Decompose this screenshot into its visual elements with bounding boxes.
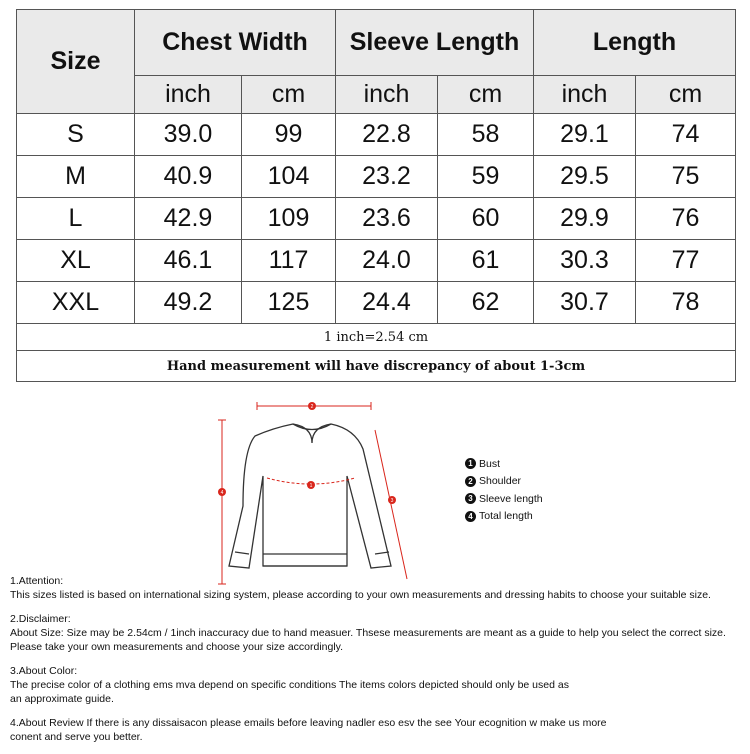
unit-header: inch [336, 76, 438, 114]
number-badge-icon: 1 [465, 458, 476, 469]
table-cell: 49.2 [135, 282, 242, 324]
attention-note [10, 574, 745, 602]
disclaimer-title: 2.Disclaimer: [10, 613, 71, 625]
color-text: an approximate guide. [10, 693, 114, 705]
table-cell: 23.2 [336, 156, 438, 198]
color-title: 3.About Color: [10, 665, 78, 677]
size-cell: L [17, 198, 135, 240]
table-cell: 30.3 [534, 240, 636, 282]
disclaimer-text: About Size: Size may be 2.54cm / 1inch inaccuracy due to hand measuer. Thsese measurements are meant as a guide to help you select the correct size. [10, 627, 726, 639]
unit-header: inch [534, 76, 636, 114]
legend-item [465, 455, 543, 473]
legend-item [465, 473, 543, 491]
table-cell: 75 [636, 156, 736, 198]
svg-text:2: 2 [310, 404, 314, 410]
table-cell: 46.1 [135, 240, 242, 282]
number-badge-icon: 3 [465, 493, 476, 504]
review-text: conent and serve you better. [10, 731, 143, 743]
table-cell: 29.1 [534, 114, 636, 156]
size-header: Size [17, 10, 135, 114]
table-cell: 76 [636, 198, 736, 240]
chest-width-header: Chest Width [135, 10, 336, 76]
attention-title: 1.Attention: [10, 575, 64, 587]
notes-section [10, 574, 745, 754]
sleeve-length-header: Sleeve Length [336, 10, 534, 76]
number-badge-icon: 4 [465, 511, 476, 522]
conversion-row [17, 324, 736, 351]
table-cell: 78 [636, 282, 736, 324]
table-cell: 22.8 [336, 114, 438, 156]
measurement-legend [465, 455, 543, 525]
legend-item [465, 490, 543, 508]
attention-text: This sizes listed is based on international sizing system, please according to your own measurements and dressing habits to choose your suitable size. [10, 589, 711, 601]
table-cell: 62 [438, 282, 534, 324]
unit-header: cm [438, 76, 534, 114]
legend-label: Bust [479, 457, 501, 470]
table-cell: 125 [242, 282, 336, 324]
disclaimer-note [10, 612, 745, 654]
size-cell: XL [17, 240, 135, 282]
unit-header: inch [135, 76, 242, 114]
unit-header: cm [242, 76, 336, 114]
table-cell: 40.9 [135, 156, 242, 198]
size-cell: M [17, 156, 135, 198]
table-row [17, 198, 736, 240]
legend-label: Sleeve length [479, 492, 543, 505]
table-cell: 104 [242, 156, 336, 198]
table-cell: 59 [438, 156, 534, 198]
review-text: 4.About Review If there is any dissaisacon please emails before leaving nadler eso esv the see Your ecognition w make us more [10, 717, 607, 729]
table-cell: 77 [636, 240, 736, 282]
table-cell: 99 [242, 114, 336, 156]
table-cell: 39.0 [135, 114, 242, 156]
color-note [10, 664, 745, 706]
legend-item [465, 508, 543, 526]
note-row [17, 351, 736, 382]
table-cell: 30.7 [534, 282, 636, 324]
table-cell: 23.6 [336, 198, 438, 240]
table-cell: 74 [636, 114, 736, 156]
table-cell: 24.4 [336, 282, 438, 324]
table-cell: 117 [242, 240, 336, 282]
measurement-note: Hand measurement will have discrepancy of about 1-3cm [17, 351, 736, 382]
table-row [17, 114, 736, 156]
conversion-note: 1 inch=2.54 cm [17, 324, 736, 351]
table-cell: 29.5 [534, 156, 636, 198]
table-header-row [17, 10, 736, 76]
review-note [10, 716, 745, 744]
svg-text:4: 4 [220, 490, 224, 496]
unit-header: cm [636, 76, 736, 114]
table-cell: 29.9 [534, 198, 636, 240]
legend-label: Shoulder [479, 475, 522, 488]
size-cell: XXL [17, 282, 135, 324]
disclaimer-text: Please take your own measurements and choose your size accordingly. [10, 641, 344, 653]
sweater-outline-icon [229, 424, 391, 568]
svg-text:3: 3 [390, 498, 394, 504]
table-row [17, 156, 736, 198]
table-cell: 61 [438, 240, 534, 282]
size-cell: S [17, 114, 135, 156]
sleeve-length-line [375, 430, 407, 579]
legend-label: Total length [479, 510, 533, 523]
table-cell: 42.9 [135, 198, 242, 240]
number-badge-icon: 2 [465, 476, 476, 487]
size-chart-table [16, 9, 736, 382]
length-header: Length [534, 10, 736, 76]
measurement-markers [218, 402, 396, 504]
table-row [17, 282, 736, 324]
table-cell: 109 [242, 198, 336, 240]
table-cell: 60 [438, 198, 534, 240]
color-text: The precise color of a clothing ems mva depend on specific conditions The items colors depicted should only be used as [10, 679, 569, 691]
table-cell: 24.0 [336, 240, 438, 282]
table-cell: 58 [438, 114, 534, 156]
table-row [17, 240, 736, 282]
svg-text:1: 1 [309, 483, 313, 489]
